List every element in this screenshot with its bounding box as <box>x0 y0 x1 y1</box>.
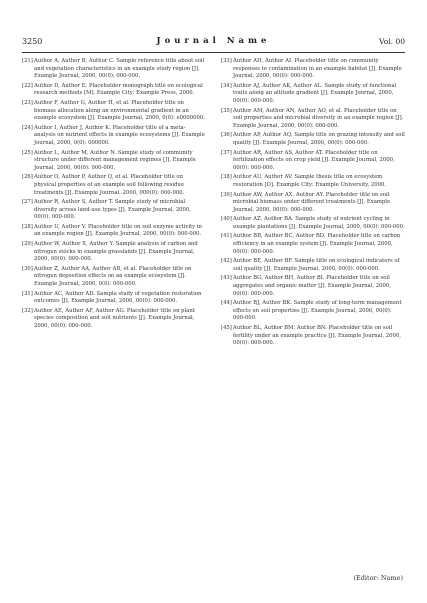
reference-text: Author AJ, Author AK, Author AL. Sample study of functional traits along an altitude gradient [J]. Example Journal, 2000, 00(0): 000-000. <box>233 82 397 104</box>
reference-entry <box>221 192 405 215</box>
reference-number: [45] <box>221 325 232 331</box>
reference-text: Author BG, Author BH, Author BI. Placeholder title on soil aggregates and organic matter [J]. Example Journal, 2000, 00(0): 000-000. <box>233 275 391 297</box>
reference-text: Author F, Author G, Author H, et al. Placeholder title on biomass allocation along an environmental gradient in an example ecosystem [J]. Example Journal, 2000, 0(0): e0000000. <box>34 99 205 122</box>
reference-entry <box>221 325 405 348</box>
reference-text: Author U, Author V. Placeholder title on soil enzyme activity in an example region [J]. Example Journal, 2000, 00(0): 000-000. <box>34 223 202 238</box>
reference-number: [28] <box>22 223 33 230</box>
reference-text: Author BJ, Author BK. Sample study of long-term management effects on soil properties [J]. Example Journal, 2000, 00(0): 000-000. <box>233 300 402 322</box>
reference-text: Author W, Author X, Author Y. Sample analysis of carbon and nitrogen stocks in example grasslands [J]. Example Journal, 2000, 00(0): 000-000. <box>34 241 198 263</box>
reference-number: [36] <box>221 132 232 139</box>
reference-text: Author A, Author B, Author C. Sample reference title about soil and vegetation characteristics in an example study region [J]. Example Journal, 2000, 00(0): 000-000. <box>34 58 205 80</box>
header-rule <box>22 52 405 53</box>
reference-text: Author BE, Author BF. Sample title on ecological indicators of soil quality [J]. Example Journal, 2000, 00(0): 000-000. <box>233 258 400 272</box>
reference-entry <box>22 224 206 239</box>
reference-number: [26] <box>22 174 33 181</box>
reference-entry <box>221 58 405 81</box>
reference-text: Author AM, Author AN, Author AO, et al. Placeholder title on soil properties and microbial diversity in an example region [J]. Example Journal, 2000, 00(0): 000-000. <box>233 107 404 129</box>
reference-number: [30] <box>22 265 33 272</box>
reference-entry <box>22 83 206 98</box>
reference-text: Author BB, Author BC, Author BD. Placeholder title on carbon efficiency in an example system [J]. Example Journal, 2000, 00(0): 000-000. <box>233 233 401 255</box>
reference-number: [22] <box>22 82 33 89</box>
reference-number: [43] <box>221 275 232 282</box>
reference-entry <box>22 266 206 289</box>
reference-number: [34] <box>221 82 232 89</box>
page-header <box>22 37 405 51</box>
reference-entry <box>221 150 405 173</box>
reference-entry <box>22 291 206 306</box>
reference-number: [37] <box>221 149 232 156</box>
reference-entry <box>22 100 206 123</box>
reference-number: [44] <box>221 300 232 307</box>
reference-entry <box>221 216 405 231</box>
reference-text: Author AU, Author AV. Sample thesis title on ecosystem restoration [D]. Example City: Example University, 2000. <box>233 174 387 188</box>
reference-text: Author O, Author P, Author Q, et al. Placeholder title on physical properties of an example soil following residue treatments [J]. Example Journal, 2000, 000(0): 000-000. <box>34 174 185 196</box>
reference-text: Author BL, Author BM, Author BN. Placeholder title on soil fertility under an example practice [J]. Example Journal, 2000, 00(0): 000-000. <box>233 325 401 347</box>
page-number: 3250 <box>22 37 43 46</box>
reference-text: Author AP, Author AQ. Sample title on grazing intensity and soil quality [J]. Example Journal, 2000, 00(0): 000-000. <box>233 132 405 146</box>
reference-entry <box>221 108 405 131</box>
reference-number: [25] <box>22 149 33 156</box>
reference-entry <box>22 150 206 173</box>
reference-text: Author I, Author J, Author K. Placeholder title of a meta-analysis on nutrient effects in example ecosystems [J]. Example Journal, 2000, 0(0): 000000. <box>34 124 205 146</box>
reference-number: [29] <box>22 241 33 248</box>
reference-entry <box>221 174 405 189</box>
reference-number: [41] <box>221 233 232 240</box>
reference-text: Author AZ, Author BA. Sample study of nutrient cycling in example plantations [J]. Example Journal, 2000, 00(0): 000-000. <box>233 216 405 230</box>
reference-number: [33] <box>221 58 232 64</box>
right-column <box>221 58 405 573</box>
journal-name: Journal Name <box>156 36 271 46</box>
reference-entry <box>221 300 405 323</box>
reference-text: Author AC, Author AD. Sample study of vegetation restoration outcomes [J]. Example Journal, 2000, 00(0): 000-000. <box>34 290 202 305</box>
reference-entry <box>22 308 206 331</box>
reference-number: [40] <box>221 216 232 223</box>
reference-entry <box>221 132 405 147</box>
reference-entry <box>22 199 206 222</box>
reference-text: Author AH, Author AI. Placeholder title on community responses to contamination in an example habitat [J]. Example Journal, 2000, 00(0): 000-000. <box>233 58 402 80</box>
reference-text: Author Z, Author AA, Author AB, et al. Placeholder title on nitrogen deposition effects on an example ecosystem [J]. Example Journal, 2000, 0(0): 000-000. <box>34 265 192 288</box>
reference-text: Author L, Author M, Author N. Sample study of community structure under different management regimes [J]. Example Journal, 2000, 00(0): 000-000. <box>34 149 196 171</box>
left-column <box>22 58 206 573</box>
reference-number: [24] <box>22 124 33 131</box>
volume-label: Vol. 00 <box>379 37 405 46</box>
reference-number: [31] <box>22 290 33 297</box>
reference-text: Author D, Author E. Placeholder monograph title on ecological research methods [M]. Example City: Example Press, 2000. <box>34 82 203 97</box>
editor-line: (Editor: Name) <box>353 574 403 582</box>
reference-entry <box>221 233 405 256</box>
reference-entry <box>221 83 405 106</box>
reference-text: Author AW, Author AX, Author AY. Placeholder title on soil microbial biomass under different treatments [J]. Example Journal, 2000, 00(0): 000-000. <box>233 191 391 213</box>
reference-number: [38] <box>221 174 232 181</box>
reference-list <box>22 58 405 573</box>
reference-number: [27] <box>22 199 33 206</box>
reference-entry <box>22 241 206 264</box>
reference-text: Author R, Author S, Author T. Sample study of microbial diversity across land-use types [J]. Example Journal, 2000, 00(0): 000-000. <box>34 199 191 221</box>
reference-entry <box>22 125 206 148</box>
reference-number: [23] <box>22 99 33 106</box>
reference-number: [21] <box>22 58 33 64</box>
reference-number: [32] <box>22 307 33 314</box>
reference-entry <box>22 174 206 197</box>
reference-number: [42] <box>221 258 232 265</box>
reference-text: Author AE, Author AF, Author AG. Placeholder title on plant species composition and soil nutrients [J]. Example Journal, 2000, 00(0): 000-000. <box>34 307 195 329</box>
reference-number: [35] <box>221 107 232 114</box>
reference-entry <box>221 258 405 273</box>
reference-entry <box>22 58 206 81</box>
reference-text: Author AR, Author AS, Author AT. Placeholder title on fertilization effects on crop yield [J]. Example Journal, 2000, 00(0): 000-000. <box>233 149 395 171</box>
reference-entry <box>221 275 405 298</box>
reference-number: [39] <box>221 191 232 198</box>
